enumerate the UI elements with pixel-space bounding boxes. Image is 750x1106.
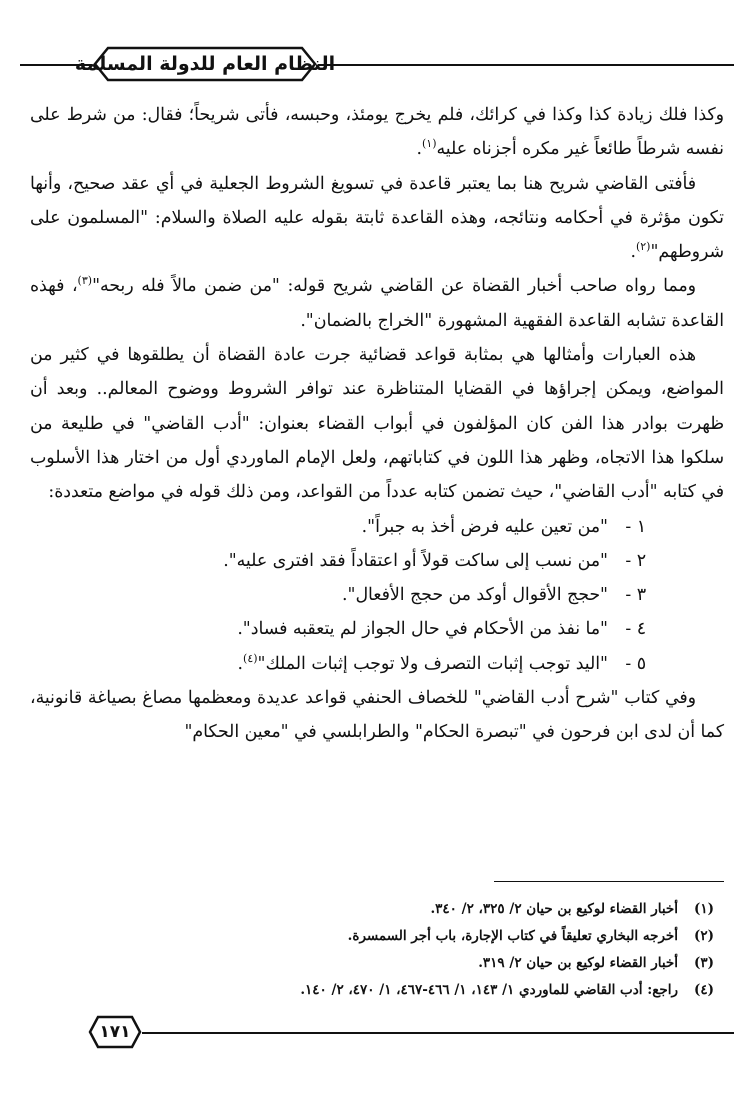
paragraph-1 [30,98,724,167]
footnote-number: (٤) [693,982,714,998]
footnote-text: راجع: أدب القاضي للماوردي ١/ ١٤٣، ١/ ٤٦٦-٤٦٧، ١/ ٤٧٠، ٢/ ١٤٠. [300,982,678,998]
list-item [30,510,646,544]
header-rule-right [318,64,734,66]
list-text: "حجج الأقوال أوكد من حجج الأفعال". [342,585,608,606]
paragraph-tail: . [630,242,636,263]
footnotes [74,896,714,1004]
list-text: "من نسب إلى ساكت قولاً أو اعتقاداً فقد افترى عليه". [223,550,608,571]
list-text: "اليد توجب إثبات التصرف ولا توجب إثبات الملك" [257,653,608,674]
footnote [74,923,714,950]
paragraph-3 [30,269,724,338]
paragraph-4 [30,338,724,509]
rules-list [30,510,724,681]
list-number: ٢ - [625,550,646,571]
footnote-ref: (٤) [243,651,258,665]
list-item [30,544,646,578]
paragraph-text: وفي كتاب "شرح أدب القاضي" للخصاف الحنفي قواعد عديدة ومعظمها مصاغ بصياغة قانونية، كما أن لدى ابن فرحون في "تبصرة الحكام" والطرابلسي في "معين الحكام" [30,688,724,743]
footnote-number: (٢) [693,928,714,944]
main-text [30,98,724,750]
footnote-separator [494,881,724,882]
paragraph-tail: ، فهذه القاعدة تشابه القاعدة الفقهية المشهورة "الخراج بالضمان". [30,276,724,331]
list-number: ١ - [625,516,646,537]
paragraph-2 [30,167,724,270]
footnote [74,896,714,923]
footnote-ref: (١) [421,137,437,151]
running-header [74,45,336,83]
footnote-text: أخبار القضاء لوكيع بن حيان ٢/ ٣٢٥، ٢/ ٣٤٠. [430,901,678,917]
paragraph-tail: . [416,139,422,160]
paragraph-text: هذه العبارات وأمثالها هي بمثابة قواعد قضائية جرت عادة القضاة أن يطلقوها في كثير من المواضع، ويمكن إجراؤها في القضايا المتناظرة عند توافر الشروط ووضوح المعالم.. وبعد أن ظهرت بوادر هذا الفن كان المؤلفون في أبواب القضاء بعنوان: "أدب القاضي" في طليعة من سلكوا هذا الاتجاه، وظهر هذا اللون في كتاباتهم، ولعل الإمام الماوردي أول من اختار هذا الأسلوب في كتابه "أدب القاضي"، حيث تضمن كتابه عدداً من القواعد، ومن ذلك قوله في مواضع متعددة: [30,345,724,503]
footnote [74,977,714,1004]
footnote-ref: (٢) [635,240,651,254]
footnote-text: أخرجه البخاري تعليقاً في كتاب الإجارة، باب أجر السمسرة. [347,928,678,944]
list-tail: . [237,653,244,674]
list-number: ٥ - [625,653,646,674]
footnote-number: (١) [693,901,714,917]
list-item [30,647,646,681]
paragraph-text: وكذا فلك زيادة كذا وكذا في كرائك، فلم يخرج يومئذ، وحبسه، فأتى شريحاً؛ فقال: من شرط على نفسه شرطاً طائعاً غير مكره أجزناه عليه [30,105,724,160]
footnote-number: (٣) [693,955,714,971]
list-item [30,578,646,612]
page-number: ١٧١ [99,1022,131,1042]
header-title: النظام العام للدولة المسلمة [74,53,336,75]
list-text: "من تعين عليه فرض أخذ به جبراً". [361,516,608,537]
footnote-text: أخبار القضاء لوكيع بن حيان ٢/ ٣١٩. [478,955,678,971]
list-number: ٣ - [625,585,646,606]
footnote [74,950,714,977]
paragraph-5 [30,681,724,750]
paragraph-text: فأفتى القاضي شريح هنا بما يعتبر قاعدة في تسويغ الشروط الجعلية في أي عقد صحيح، وأنها تكون مؤثرة في أحكامه ونتائجه، وهذه القاعدة ثابتة بقوله عليه الصلاة والسلام: "المسلمون على شروطهم" [30,173,724,263]
list-number: ٤ - [625,619,646,640]
paragraph-text: ومما رواه صاحب أخبار القضاة عن القاضي شريح قوله: "من ضمن مالاً فله ربحه" [92,276,696,297]
list-text: "ما نفذ من الأحكام في حال الجواز لم يتعقبه فساد". [237,619,608,640]
page-number-rule [142,1032,734,1034]
list-item [30,612,646,646]
footnote-ref: (٣) [77,274,93,288]
page-number-badge [88,1015,142,1049]
